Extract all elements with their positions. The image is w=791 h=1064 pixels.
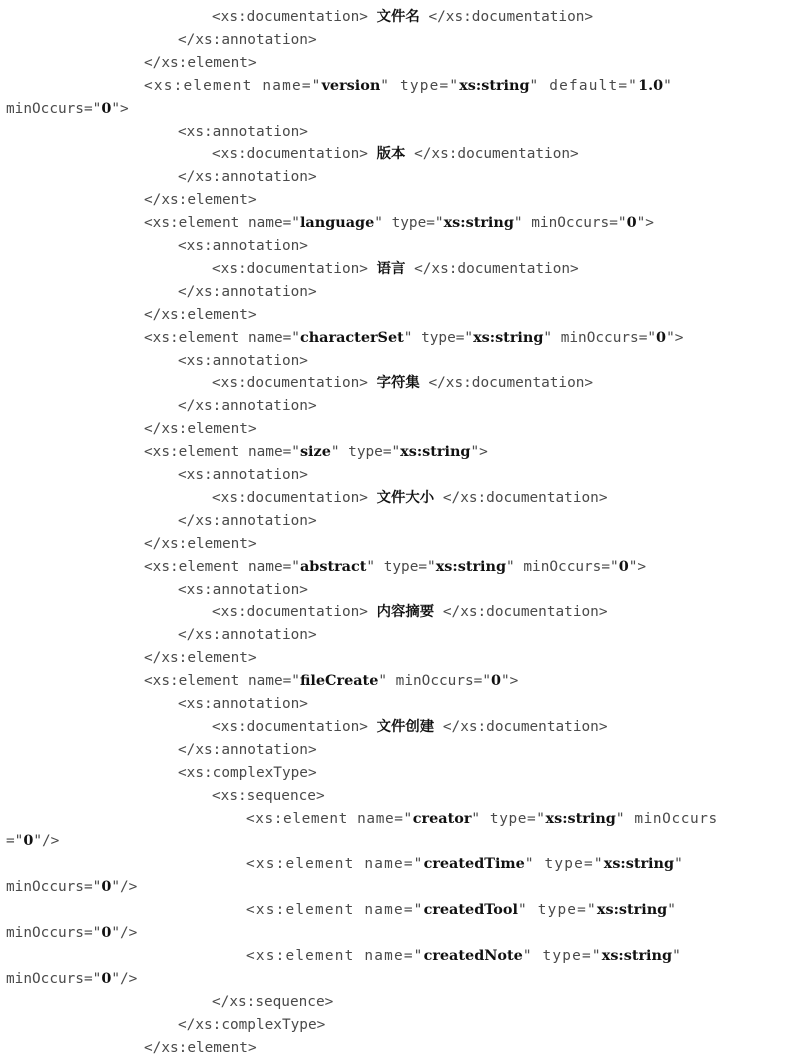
code-token: <xs:complexType> bbox=[178, 764, 317, 781]
code-token: <xs:annotation> bbox=[178, 467, 308, 483]
code-token: </xs:sequence> bbox=[212, 993, 334, 1010]
documentation-text: 内容摘要 bbox=[376, 604, 435, 621]
code-value: xs:string bbox=[603, 855, 675, 873]
documentation-text: 文件名 bbox=[376, 9, 420, 25]
code-token: <xs:element name=" bbox=[144, 329, 300, 346]
code-token: <xs:annotation> bbox=[178, 123, 308, 140]
code-token: "> bbox=[636, 215, 654, 232]
code-line bbox=[144, 532, 257, 556]
code-line bbox=[212, 715, 607, 739]
code-token: " bbox=[672, 947, 682, 964]
code-token: </xs:element> bbox=[144, 650, 257, 667]
code-token: <xs:element name=" bbox=[144, 558, 300, 575]
code-token: " type=" bbox=[380, 77, 460, 94]
code-token: " minOccurs=" bbox=[513, 215, 627, 232]
code-value: createdTime bbox=[423, 855, 525, 873]
code-token: <xs:documentation> bbox=[212, 718, 377, 735]
code-line bbox=[6, 921, 137, 945]
code-token: "/> bbox=[111, 879, 138, 896]
documentation-text: 文件创建 bbox=[376, 718, 435, 735]
code-line bbox=[178, 280, 317, 304]
code-line bbox=[144, 74, 673, 98]
code-token: "/> bbox=[111, 925, 138, 941]
code-value: 0 bbox=[101, 969, 112, 987]
code-value: 0 bbox=[618, 557, 629, 575]
code-token: </xs:complexType> bbox=[178, 1016, 326, 1033]
code-line bbox=[212, 142, 579, 166]
code-line bbox=[144, 188, 257, 212]
code-token: <xs:documentation> bbox=[212, 604, 377, 621]
code-line bbox=[212, 5, 593, 29]
code-token: " bbox=[663, 77, 673, 94]
code-line bbox=[178, 120, 308, 144]
code-token: <xs:element name=" bbox=[246, 810, 413, 827]
code-line bbox=[178, 692, 308, 716]
code-value: size bbox=[299, 443, 331, 461]
code-token: <xs:annotation> bbox=[178, 581, 308, 598]
code-value: 0 bbox=[23, 832, 34, 850]
code-token: </xs:documentation> bbox=[419, 9, 594, 25]
code-value: xs:string bbox=[459, 76, 530, 94]
code-token: </xs:element> bbox=[144, 1039, 257, 1056]
code-value: xs:string bbox=[400, 443, 471, 461]
code-line bbox=[212, 784, 325, 808]
code-token: "> bbox=[111, 100, 129, 117]
code-token: " minOccurs=" bbox=[543, 329, 657, 346]
code-token: <xs:documentation> bbox=[212, 489, 377, 506]
code-line bbox=[178, 28, 317, 52]
code-token: " minOccurs bbox=[615, 810, 718, 827]
code-token: </xs:element> bbox=[144, 535, 257, 552]
documentation-text: 文件大小 bbox=[376, 489, 435, 506]
code-token: " type=" bbox=[522, 947, 602, 964]
code-token: </xs:annotation> bbox=[178, 741, 317, 758]
code-line bbox=[6, 97, 129, 121]
code-line bbox=[144, 51, 257, 75]
code-token: <xs:element name=" bbox=[246, 947, 424, 964]
code-value: abstract bbox=[299, 557, 367, 575]
code-token: <xs:element name=" bbox=[144, 215, 300, 232]
code-token: <xs:element name=" bbox=[246, 856, 424, 873]
code-value: createdTool bbox=[423, 901, 518, 919]
code-value: creator bbox=[412, 809, 472, 827]
code-token: "> bbox=[666, 329, 684, 346]
code-value: createdNote bbox=[423, 946, 523, 964]
code-token: " type=" bbox=[517, 902, 597, 919]
code-line bbox=[246, 852, 684, 876]
code-token: </xs:annotation> bbox=[178, 31, 317, 48]
code-token: <xs:element name=" bbox=[246, 902, 424, 919]
code-token: </xs:annotation> bbox=[178, 627, 317, 644]
code-token: minOccurs=" bbox=[6, 970, 102, 987]
code-token: " type=" bbox=[374, 215, 444, 232]
code-value: xs:string bbox=[596, 901, 668, 919]
code-value: xs:string bbox=[601, 946, 673, 964]
code-line bbox=[144, 669, 518, 693]
code-token: </xs:annotation> bbox=[178, 169, 317, 186]
documentation-text: 语言 bbox=[376, 260, 406, 277]
code-value: fileCreate bbox=[299, 672, 379, 690]
code-value: characterSet bbox=[299, 328, 404, 346]
code-line bbox=[178, 234, 308, 258]
code-token: " type=" bbox=[330, 444, 401, 461]
code-token: <xs:documentation> bbox=[212, 9, 377, 25]
code-line bbox=[6, 967, 137, 991]
code-line bbox=[144, 326, 683, 350]
code-token: <xs:element name=" bbox=[144, 77, 322, 94]
code-line bbox=[144, 1036, 257, 1060]
code-line bbox=[178, 623, 317, 647]
code-token: <xs:documentation> bbox=[212, 146, 377, 163]
code-token: </xs:documentation> bbox=[434, 604, 608, 621]
code-line bbox=[178, 578, 308, 602]
code-value: 0 bbox=[101, 99, 112, 117]
code-line bbox=[6, 875, 137, 899]
code-token: "/> bbox=[33, 833, 60, 850]
code-token: </xs:annotation> bbox=[178, 512, 317, 529]
code-line bbox=[178, 761, 317, 785]
code-line bbox=[6, 829, 59, 853]
code-line bbox=[178, 463, 308, 487]
code-line bbox=[144, 555, 646, 579]
code-line bbox=[144, 417, 257, 441]
code-token: </xs:documentation> bbox=[419, 375, 594, 392]
code-token: </xs:annotation> bbox=[178, 398, 317, 415]
code-token: <xs:documentation> bbox=[212, 375, 377, 392]
code-token: </xs:element> bbox=[144, 306, 257, 323]
code-token: </xs:element> bbox=[144, 421, 257, 438]
code-line bbox=[212, 990, 333, 1014]
code-value: language bbox=[299, 214, 375, 232]
code-token: =" bbox=[6, 833, 24, 850]
code-token: minOccurs=" bbox=[6, 100, 102, 117]
code-line bbox=[212, 257, 579, 281]
code-value: xs:string bbox=[435, 557, 507, 575]
code-line bbox=[212, 486, 607, 510]
code-token: <xs:annotation> bbox=[178, 352, 308, 369]
code-token: </xs:documentation> bbox=[434, 489, 608, 506]
code-line bbox=[144, 303, 257, 327]
code-value: xs:string bbox=[443, 214, 514, 232]
code-value: 0 bbox=[491, 672, 502, 690]
code-line bbox=[178, 165, 317, 189]
code-line bbox=[144, 211, 654, 235]
code-line bbox=[246, 807, 718, 831]
code-token: "/> bbox=[111, 970, 138, 987]
code-token: </xs:annotation> bbox=[178, 283, 317, 300]
code-line bbox=[178, 1013, 325, 1037]
code-line bbox=[246, 898, 677, 922]
code-value: version bbox=[321, 76, 381, 94]
code-line bbox=[212, 600, 607, 624]
code-line bbox=[212, 371, 593, 395]
code-token: </xs:element> bbox=[144, 54, 257, 71]
code-token: minOccurs=" bbox=[6, 925, 102, 941]
code-token: <xs:documentation> bbox=[212, 260, 377, 277]
code-token: "> bbox=[501, 673, 519, 690]
code-token: " minOccurs=" bbox=[506, 558, 619, 575]
code-line bbox=[178, 394, 317, 418]
code-value: xs:string bbox=[545, 809, 616, 827]
code-token: " type=" bbox=[366, 558, 436, 575]
code-token: <xs:sequence> bbox=[212, 787, 325, 804]
code-token: </xs:documentation> bbox=[405, 146, 579, 163]
code-token: minOccurs=" bbox=[6, 879, 102, 896]
code-line bbox=[178, 738, 317, 762]
code-token: <xs:element name=" bbox=[144, 673, 300, 690]
code-token: </xs:element> bbox=[144, 192, 257, 209]
code-value: 0 bbox=[101, 878, 112, 896]
code-line bbox=[144, 440, 488, 464]
code-value: 1.0 bbox=[638, 76, 664, 94]
code-token: "> bbox=[628, 558, 647, 575]
code-token: </xs:documentation> bbox=[405, 260, 579, 277]
code-token: <xs:element name=" bbox=[144, 444, 300, 461]
code-token: " type=" bbox=[403, 329, 474, 346]
code-line bbox=[178, 509, 317, 533]
code-value: 0 bbox=[101, 924, 112, 941]
code-token: <xs:annotation> bbox=[178, 696, 308, 712]
code-token: " bbox=[674, 856, 684, 873]
code-value: 0 bbox=[626, 214, 637, 232]
code-token: " type=" bbox=[471, 810, 546, 827]
code-token: <xs:annotation> bbox=[178, 238, 308, 254]
code-value: 0 bbox=[656, 328, 667, 346]
code-value: xs:string bbox=[473, 328, 544, 346]
code-token: " bbox=[667, 902, 678, 919]
code-token: " type=" bbox=[524, 856, 604, 873]
code-token: " default=" bbox=[529, 77, 639, 94]
documentation-text: 版本 bbox=[376, 146, 406, 163]
code-line bbox=[178, 349, 308, 373]
code-token: " minOccurs=" bbox=[378, 673, 491, 690]
code-token: "> bbox=[470, 444, 488, 461]
code-line bbox=[246, 944, 682, 968]
code-token: </xs:documentation> bbox=[434, 718, 608, 735]
documentation-text: 字符集 bbox=[376, 375, 420, 392]
code-line bbox=[144, 646, 257, 670]
